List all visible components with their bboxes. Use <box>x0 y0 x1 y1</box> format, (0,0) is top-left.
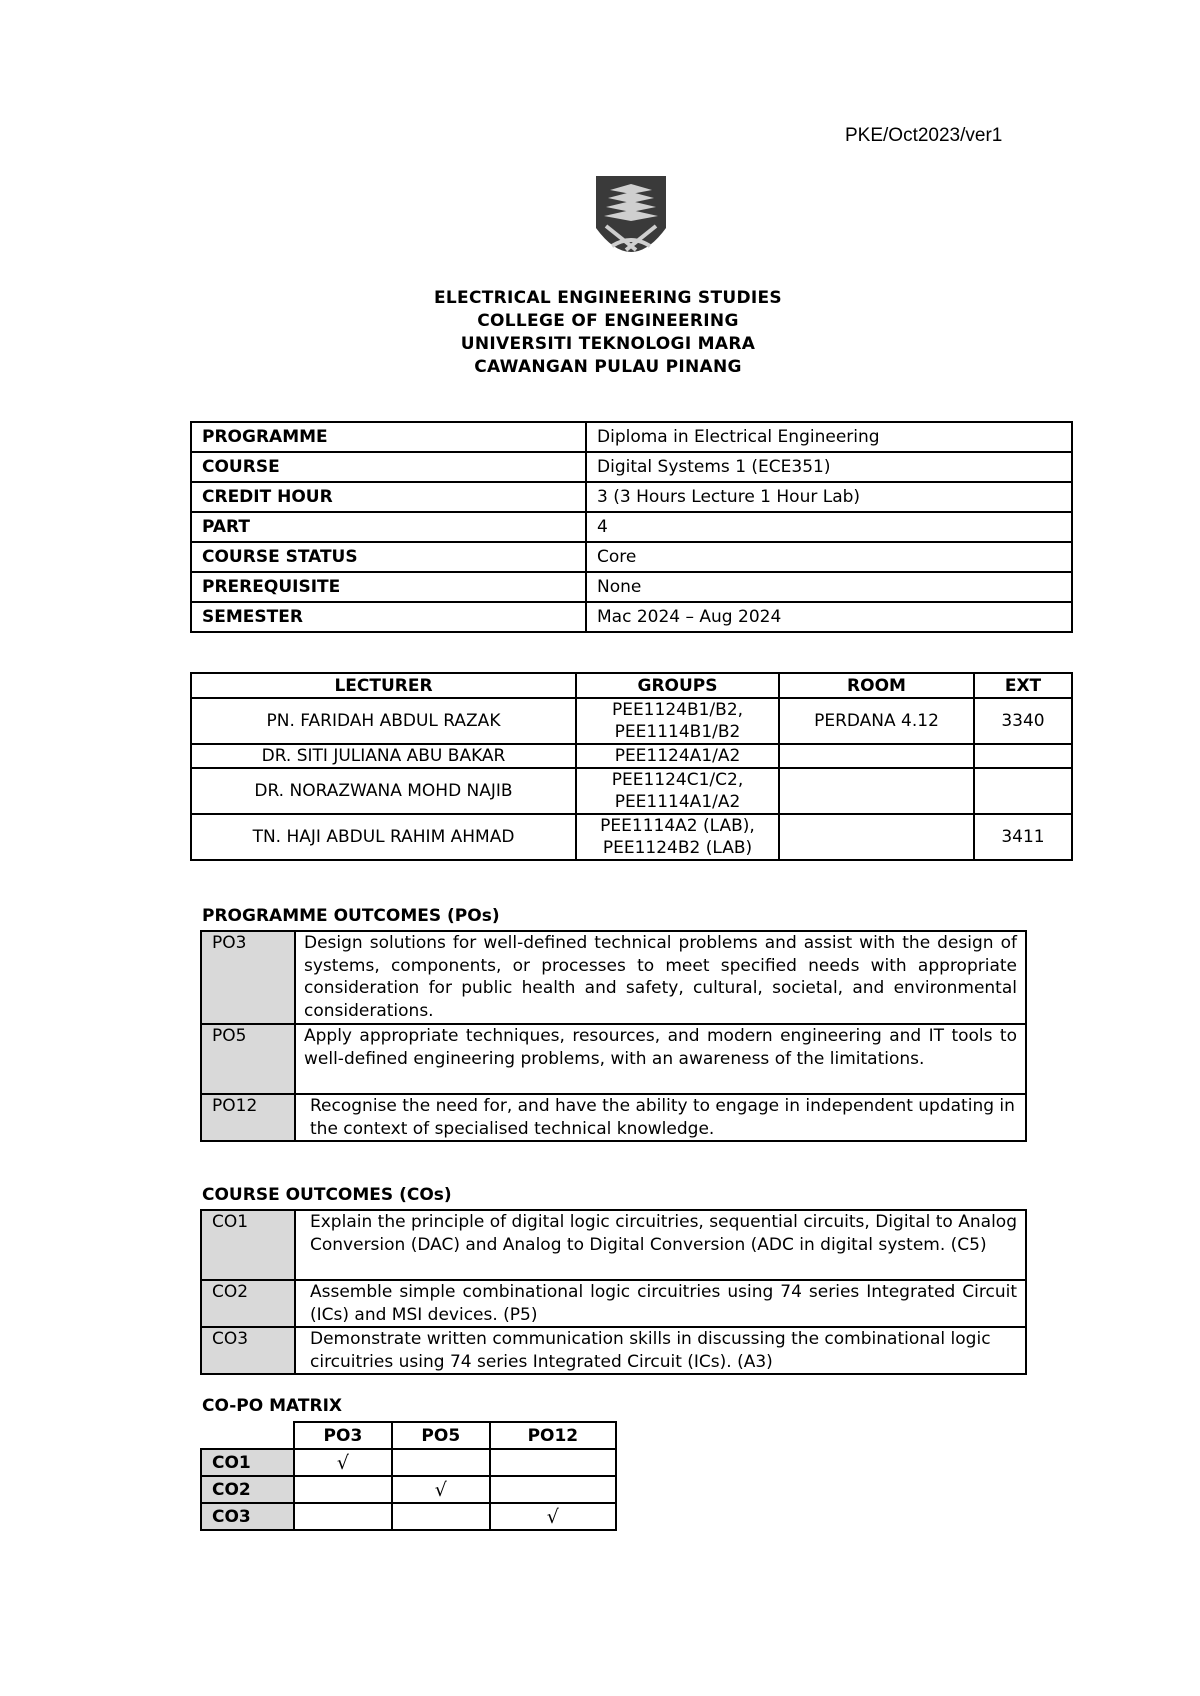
section-title-co: COURSE OUTCOMES (COs) <box>202 1185 452 1205</box>
lecturer-table <box>190 672 1073 861</box>
matrix-cell: √ <box>294 1449 392 1476</box>
column-header: PO12 <box>490 1422 616 1449</box>
co-po-matrix-table <box>200 1421 617 1531</box>
table-row <box>201 931 1026 1024</box>
table-row <box>191 512 1072 542</box>
column-header: ROOM <box>779 673 974 698</box>
table-row <box>201 1094 1026 1141</box>
lecturer-groups <box>576 768 779 814</box>
section-title-po: PROGRAMME OUTCOMES (POs) <box>202 906 500 926</box>
table-row <box>191 768 1072 814</box>
course-info-table <box>190 421 1073 633</box>
lecturer-room: PERDANA 4.12 <box>779 698 974 744</box>
lecturer-ext <box>974 768 1072 814</box>
column-header: PO3 <box>294 1422 392 1449</box>
lecturer-name: PN. FARIDAH ABDUL RAZAK <box>191 698 576 744</box>
group-line: PEE1124B2 (LAB) <box>602 838 753 858</box>
table-row <box>201 1280 1026 1327</box>
table-row <box>201 1503 616 1530</box>
table-row <box>191 602 1072 632</box>
info-key: CREDIT HOUR <box>191 482 586 512</box>
lecturer-groups <box>576 814 779 860</box>
info-key: COURSE STATUS <box>191 542 586 572</box>
lecturer-name: DR. SITI JULIANA ABU BAKAR <box>191 744 576 768</box>
group-line: PEE1114A1/A2 <box>614 792 741 812</box>
matrix-cell <box>392 1449 490 1476</box>
table-row <box>191 482 1072 512</box>
lecturer-ext <box>974 744 1072 768</box>
group-line: PEE1114B1/B2 <box>614 722 741 742</box>
lecturer-groups <box>576 744 779 768</box>
lecturer-room <box>779 768 974 814</box>
outcome-code: PO3 <box>201 931 295 1024</box>
outcome-text: Apply appropriate techniques, resources, and modern engineering and IT tools to well-defined engineering problems, with an awareness of the limitations. <box>295 1024 1026 1094</box>
table-row <box>201 1327 1026 1374</box>
info-value: Diploma in Electrical Engineering <box>586 422 1072 452</box>
table-header-row <box>201 1422 616 1449</box>
outcome-code: CO1 <box>201 1210 295 1280</box>
group-line: PEE1124A1/A2 <box>614 746 741 766</box>
row-header: CO2 <box>201 1476 294 1503</box>
outcome-text: Demonstrate written communication skills in discussing the combinational logic circuitries using 74 series Integrated Circuit (ICs). (A3) <box>295 1327 1026 1374</box>
info-value: 3 (3 Hours Lecture 1 Hour Lab) <box>586 482 1072 512</box>
matrix-cell <box>392 1503 490 1530</box>
table-row <box>191 452 1072 482</box>
matrix-cell: √ <box>490 1503 616 1530</box>
info-value: Mac 2024 – Aug 2024 <box>586 602 1072 632</box>
table-header-row <box>191 673 1072 698</box>
header-line: ELECTRICAL ENGINEERING STUDIES <box>434 288 782 308</box>
column-header: GROUPS <box>576 673 779 698</box>
matrix-cell <box>490 1476 616 1503</box>
document-reference: PKE/Oct2023/ver1 <box>845 125 1003 146</box>
course-outcomes-table <box>200 1209 1027 1375</box>
info-value: Core <box>586 542 1072 572</box>
header-line: CAWANGAN PULAU PINANG <box>474 357 742 377</box>
lecturer-ext: 3411 <box>974 814 1072 860</box>
matrix-cell <box>294 1476 392 1503</box>
outcome-text: Assemble simple combinational logic circuitries using 74 series Integrated Circuit (ICs) and MSI devices. (P5) <box>295 1280 1026 1327</box>
info-key: COURSE <box>191 452 586 482</box>
lecturer-name: TN. HAJI ABDUL RAHIM AHMAD <box>191 814 576 860</box>
info-key: PREREQUISITE <box>191 572 586 602</box>
info-value: Digital Systems 1 (ECE351) <box>586 452 1072 482</box>
matrix-cell: √ <box>392 1476 490 1503</box>
table-row <box>191 698 1072 744</box>
outcome-code: PO5 <box>201 1024 295 1094</box>
section-title-copo: CO-PO MATRIX <box>202 1396 343 1416</box>
header-line: COLLEGE OF ENGINEERING <box>477 311 739 331</box>
matrix-cell <box>490 1449 616 1476</box>
info-value: None <box>586 572 1072 602</box>
column-header: PO5 <box>392 1422 490 1449</box>
table-row <box>191 572 1072 602</box>
info-key: PROGRAMME <box>191 422 586 452</box>
row-header: CO3 <box>201 1503 294 1530</box>
outcome-text: Recognise the need for, and have the ability to engage in independent updating in the context of specialised technical knowledge. <box>295 1094 1026 1141</box>
table-row <box>201 1476 616 1503</box>
table-row <box>201 1449 616 1476</box>
programme-outcomes-table <box>200 930 1027 1142</box>
info-value: 4 <box>586 512 1072 542</box>
outcome-text: Design solutions for well-defined technical problems and assist with the design of systems, components, or processes to meet specified needs with appropriate consideration for public health and safety, cultural, societal, and environmental considerations. <box>295 931 1026 1024</box>
lecturer-room <box>779 744 974 768</box>
outcome-code: CO2 <box>201 1280 295 1327</box>
outcome-code: PO12 <box>201 1094 295 1141</box>
matrix-cell <box>294 1503 392 1530</box>
column-header: LECTURER <box>191 673 576 698</box>
table-row <box>201 1024 1026 1094</box>
uitm-logo-icon <box>596 176 666 264</box>
institution-header <box>0 287 1200 379</box>
table-row <box>191 422 1072 452</box>
group-line: PEE1124B1/B2, <box>611 700 744 720</box>
lecturer-ext: 3340 <box>974 698 1072 744</box>
group-line: PEE1124C1/C2, <box>611 770 744 790</box>
column-header: EXT <box>974 673 1072 698</box>
info-key: PART <box>191 512 586 542</box>
outcome-code: CO3 <box>201 1327 295 1374</box>
table-row <box>191 542 1072 572</box>
info-key: SEMESTER <box>191 602 586 632</box>
table-row <box>191 744 1072 768</box>
outcome-text: Explain the principle of digital logic circuitries, sequential circuits, Digital to Analog Conversion (DAC) and Analog to Digital Conversion (ADC in digital system. (C5) <box>295 1210 1026 1280</box>
row-header: CO1 <box>201 1449 294 1476</box>
header-line: UNIVERSITI TEKNOLOGI MARA <box>460 334 756 354</box>
group-line: PEE1114A2 (LAB), <box>600 816 755 836</box>
lecturer-room <box>779 814 974 860</box>
table-row <box>191 814 1072 860</box>
lecturer-name: DR. NORAZWANA MOHD NAJIB <box>191 768 576 814</box>
matrix-corner <box>201 1422 294 1449</box>
lecturer-groups <box>576 698 779 744</box>
table-row <box>201 1210 1026 1280</box>
